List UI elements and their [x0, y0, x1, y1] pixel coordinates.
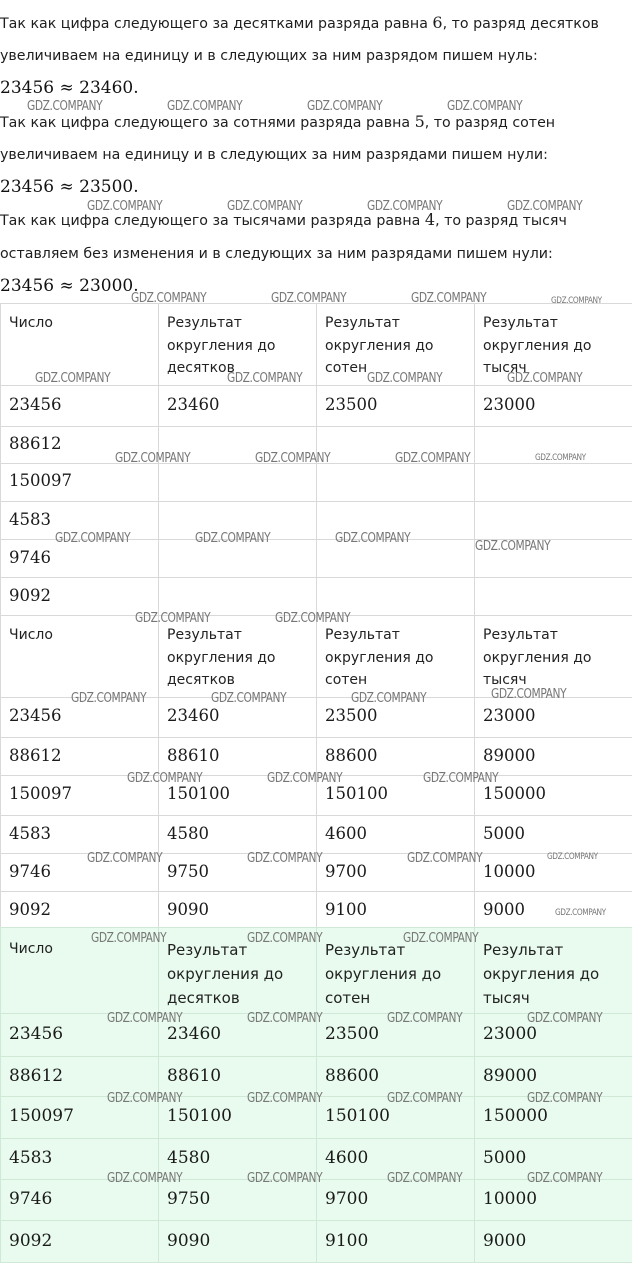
explanation-3-line-2: оставляем без изменения и в следующих за ним разрядами пишем нули: [0, 246, 553, 262]
watermark: GDZ.COMPANY [527, 1171, 603, 1186]
watermark: GDZ.COMPANY [55, 531, 131, 546]
cell-value: 150097 [9, 471, 72, 490]
text: , то разряд десятков [442, 16, 599, 32]
header-tens: Результат округления до десятков [159, 616, 317, 698]
approx-sign: ≈ [59, 78, 74, 98]
watermark: GDZ.COMPANY [387, 1091, 463, 1106]
cell [1, 738, 159, 776]
text: Так как цифра следующего за десятками разряда равна [0, 16, 433, 32]
watermark: GDZ.COMPANY [507, 199, 583, 214]
cell-value: 150000 [483, 1106, 548, 1126]
watermark: GDZ.COMPANY [115, 451, 191, 466]
cell-value: 5000 [483, 1148, 527, 1168]
cell [1, 816, 159, 854]
cell [475, 386, 632, 427]
watermark: GDZ.COMPANY [71, 691, 147, 706]
cell [159, 386, 317, 427]
cell-value: 23460 [167, 395, 220, 414]
cell-value: 9100 [325, 1231, 369, 1251]
cell [159, 738, 317, 776]
cell [1, 386, 159, 427]
watermark: GDZ.COMPANY [411, 291, 487, 306]
watermark: GDZ.COMPANY [491, 687, 567, 702]
cell-value: 150097 [9, 1106, 74, 1126]
watermark: GDZ.COMPANY [227, 371, 303, 386]
watermark: GDZ.COMPANY [527, 1091, 603, 1106]
watermark: GDZ.COMPANY [307, 99, 383, 114]
cell-value: 4600 [325, 824, 367, 843]
watermark: GDZ.COMPANY [27, 99, 103, 114]
cell-value: 150100 [167, 1106, 232, 1126]
cell-value: 88600 [325, 1066, 380, 1086]
cell-value: 4583 [9, 824, 51, 843]
header-number: Число [1, 304, 159, 386]
watermark: GDZ.COMPANY [395, 451, 471, 466]
watermark: GDZ.COMPANY [507, 371, 583, 386]
cell-value: 23460 [167, 706, 220, 725]
watermark: GDZ.COMPANY [247, 1171, 323, 1186]
cell-value: 88610 [167, 746, 220, 765]
header-tens: Результат округления до десятков [159, 304, 317, 386]
watermark: GDZ.COMPANY [475, 539, 551, 554]
cell-value: 9092 [9, 900, 51, 919]
text: , то разряд сотен [424, 115, 556, 131]
watermark: GDZ.COMPANY [247, 931, 323, 946]
cell-value: 9700 [325, 862, 367, 881]
formula-1 [0, 78, 139, 98]
cell-value: 10000 [483, 1189, 538, 1209]
formula-2 [0, 177, 139, 197]
cell [1, 892, 159, 930]
watermark: GDZ.COMPANY [135, 611, 211, 626]
digit: 6 [432, 13, 443, 32]
cell-value: 89000 [483, 746, 536, 765]
cell-value: 9090 [167, 1231, 211, 1251]
cell-value: 23460 [167, 1024, 222, 1044]
formula-right: 23500. [79, 177, 139, 197]
cell [317, 386, 475, 427]
watermark: GDZ.COMPANY [367, 371, 443, 386]
cell [475, 464, 632, 502]
watermark: GDZ.COMPANY [367, 199, 443, 214]
watermark: GDZ.COMPANY [107, 1011, 183, 1026]
cell-value: 4583 [9, 1148, 53, 1168]
watermark: GDZ.COMPANY [387, 1171, 463, 1186]
cell [159, 578, 317, 616]
cell-value: 5000 [483, 824, 525, 843]
cell [475, 698, 632, 738]
cell [475, 1221, 632, 1263]
cell-value: 150100 [167, 784, 230, 803]
header-hundreds: Результат округления до сотен [317, 928, 475, 1014]
text: Так как цифра следующего за тысячами разряда равна [0, 213, 425, 229]
watermark: GDZ.COMPANY [87, 199, 163, 214]
watermark: GDZ.COMPANY [527, 1011, 603, 1026]
formula-right: 23000. [79, 276, 139, 296]
cell-value: 4580 [167, 1148, 211, 1168]
cell-value: 23000 [483, 395, 536, 414]
cell [159, 892, 317, 930]
cell-value: 9000 [483, 1231, 527, 1251]
cell [317, 1221, 475, 1263]
watermark: GDZ.COMPANY [555, 908, 606, 918]
cell [1, 464, 159, 502]
watermark: GDZ.COMPANY [551, 296, 602, 306]
cell-value: 23000 [483, 706, 536, 725]
cell [317, 738, 475, 776]
cell-value: 10000 [483, 862, 536, 881]
watermark: GDZ.COMPANY [267, 771, 343, 786]
cell-value: 9746 [9, 862, 51, 881]
watermark: GDZ.COMPANY [247, 1091, 323, 1106]
watermark: GDZ.COMPANY [247, 851, 323, 866]
cell-value: 9092 [9, 586, 51, 605]
cell [1, 1221, 159, 1263]
cell-value: 23456 [9, 706, 62, 725]
cell-value: 23500 [325, 395, 378, 414]
formula-left: 23456 [0, 78, 55, 98]
cell-value: 9746 [9, 548, 51, 567]
cell-value: 88612 [9, 434, 62, 453]
approx-sign: ≈ [59, 177, 74, 197]
formula-3 [0, 276, 139, 296]
cell-value: 88610 [167, 1066, 222, 1086]
cell [159, 1221, 317, 1263]
watermark: GDZ.COMPANY [351, 691, 427, 706]
cell-value: 23456 [9, 1024, 64, 1044]
cell-value: 9750 [167, 862, 209, 881]
cell [159, 816, 317, 854]
approx-sign: ≈ [59, 276, 74, 296]
cell-value: 4600 [325, 1148, 369, 1168]
cell [317, 464, 475, 502]
header-tens: Результат округления до десятков [159, 928, 317, 1014]
cell-value: 9750 [167, 1189, 211, 1209]
cell-value: 150097 [9, 784, 72, 803]
watermark: GDZ.COMPANY [423, 771, 499, 786]
cell-value: 9700 [325, 1189, 369, 1209]
digit: 5 [414, 112, 425, 131]
cell-value: 9090 [167, 900, 209, 919]
formula-right: 23460. [79, 78, 139, 98]
cell-value: 23500 [325, 1024, 380, 1044]
cell-value: 9100 [325, 900, 367, 919]
explanation-1-line-2: увеличиваем на единицу и в следующих за ним разрядом пишем нуль: [0, 48, 538, 64]
watermark: GDZ.COMPANY [195, 531, 271, 546]
header-thousands: Результат округления до тысяч [475, 616, 632, 698]
cell [475, 578, 632, 616]
cell [159, 464, 317, 502]
cell-value: 23500 [325, 706, 378, 725]
watermark: GDZ.COMPANY [167, 99, 243, 114]
cell [475, 816, 632, 854]
watermark: GDZ.COMPANY [227, 199, 303, 214]
digit: 4 [424, 210, 436, 229]
formula-left: 23456 [0, 177, 55, 197]
header-hundreds: Результат округления до сотен [317, 616, 475, 698]
cell-value: 9000 [483, 900, 525, 919]
header-number: Число [1, 616, 159, 698]
watermark: GDZ.COMPANY [275, 611, 351, 626]
header-number: Число [1, 928, 159, 1014]
watermark: GDZ.COMPANY [35, 371, 111, 386]
cell [317, 892, 475, 930]
watermark: GDZ.COMPANY [407, 851, 483, 866]
cell-value: 9092 [9, 1231, 53, 1251]
cell-value: 23000 [483, 1024, 538, 1044]
cell-value: 4580 [167, 824, 209, 843]
cell-value: 23456 [9, 395, 62, 414]
watermark: GDZ.COMPANY [87, 851, 163, 866]
cell-value: 89000 [483, 1066, 538, 1086]
text: Так как цифра следующего за сотнями разряда равна [0, 115, 415, 131]
explanation-2-line-1 [0, 113, 632, 132]
cell-value: 150100 [325, 784, 388, 803]
watermark: GDZ.COMPANY [127, 771, 203, 786]
cell [317, 816, 475, 854]
cell [317, 578, 475, 616]
cell-value: 88600 [325, 746, 378, 765]
cell-value: 9746 [9, 1189, 53, 1209]
cell-value: 150000 [483, 784, 546, 803]
watermark: GDZ.COMPANY [255, 451, 331, 466]
header-thousands: Результат округления до тысяч [475, 304, 632, 386]
watermark: GDZ.COMPANY [107, 1091, 183, 1106]
cell-value: 88612 [9, 746, 62, 765]
watermark: GDZ.COMPANY [247, 1011, 323, 1026]
cell [475, 738, 632, 776]
header-hundreds: Результат округления до сотен [317, 304, 475, 386]
watermark: GDZ.COMPANY [335, 531, 411, 546]
watermark: GDZ.COMPANY [547, 852, 598, 862]
cell-value: 150100 [325, 1106, 390, 1126]
header-thousands: Результат округления до тысяч [475, 928, 632, 1014]
text: , то разряд тысяч [435, 213, 567, 229]
watermark: GDZ.COMPANY [91, 931, 167, 946]
cell [475, 892, 632, 930]
formula-left: 23456 [0, 276, 55, 296]
watermark: GDZ.COMPANY [211, 691, 287, 706]
watermark: GDZ.COMPANY [403, 931, 479, 946]
watermark: GDZ.COMPANY [535, 453, 586, 463]
explanation-2-line-2: увеличиваем на единицу и в следующих за ним разрядами пишем нули: [0, 147, 548, 163]
cell [1, 578, 159, 616]
explanation-1-line-1 [0, 14, 632, 33]
cell [475, 502, 632, 540]
watermark: GDZ.COMPANY [387, 1011, 463, 1026]
cell-value: 4583 [9, 510, 51, 529]
watermark: GDZ.COMPANY [131, 291, 207, 306]
cell-value: 88612 [9, 1066, 64, 1086]
watermark: GDZ.COMPANY [447, 99, 523, 114]
watermark: GDZ.COMPANY [107, 1171, 183, 1186]
watermark: GDZ.COMPANY [271, 291, 347, 306]
